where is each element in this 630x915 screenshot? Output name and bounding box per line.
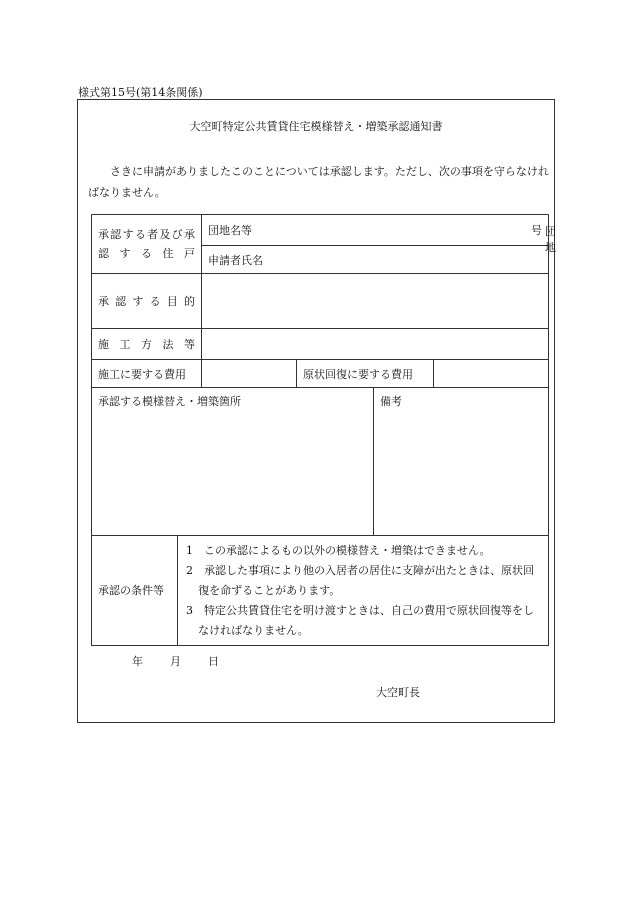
remodel-location-label: 承認する模様替え・増築箇所 xyxy=(98,395,241,408)
condition-item: 1 この承認によるもの以外の模様替え・増築はできません。 xyxy=(186,544,491,557)
construction-cost-label: 施工に要する費用 xyxy=(92,360,202,388)
year-label: 年 xyxy=(132,655,143,668)
conditions-table xyxy=(91,535,549,646)
approval-table xyxy=(91,214,556,388)
method-label: 施工方法等 xyxy=(98,338,195,351)
restoration-cost-label: 原状回復に要する費用 xyxy=(297,360,434,388)
issuer-name: 大空町長 xyxy=(376,686,420,699)
applicant-name-label: 申請者氏名 xyxy=(208,253,263,267)
remarks-label: 備考 xyxy=(380,395,402,408)
method-label-cell xyxy=(92,329,202,360)
applicant-cell xyxy=(202,246,549,274)
form-number: 様式第15号(第14条関係) xyxy=(78,86,203,99)
day-label: 日 xyxy=(208,655,219,668)
purpose-value xyxy=(202,274,549,329)
construction-cost-value xyxy=(202,360,297,388)
danchi-label: 団地 xyxy=(545,225,556,254)
purpose-label: 承認する目的 xyxy=(98,295,195,308)
method-value xyxy=(202,329,549,360)
condition-item: 3 特定公共賃貸住宅を明け渡すときは、自己の費用で原状回復等をしなければなりません。 xyxy=(186,604,534,637)
intro-text: さきに申請がありましたこのことについては承認します。ただし、次の事項を守らなければなりません。 xyxy=(88,165,549,199)
go-label: 号 xyxy=(531,224,543,237)
month-label: 月 xyxy=(170,655,181,668)
danchi-name-label: 団地名等 xyxy=(208,224,252,237)
remarks-cell xyxy=(374,387,549,535)
condition-item: 2 承認した事項により他の入居者の居住に支障が出たときは、原状回復を命ずることがあります。 xyxy=(186,564,534,597)
conditions-label: 承認の条件等 xyxy=(92,535,178,646)
issue-date xyxy=(132,653,219,669)
danchi-cell xyxy=(202,215,556,254)
dwelling-label: 承認する者及び承 認する住戸 xyxy=(92,215,202,274)
remodel-location-cell xyxy=(92,387,374,535)
notice-frame xyxy=(77,99,555,723)
purpose-label-cell xyxy=(92,274,202,329)
document-title: 大空町特定公共賃貸住宅模様替え・増築承認通知書 xyxy=(189,120,443,133)
location-remarks-table xyxy=(91,387,549,536)
restoration-cost-value xyxy=(434,360,549,388)
conditions-list xyxy=(178,535,549,646)
